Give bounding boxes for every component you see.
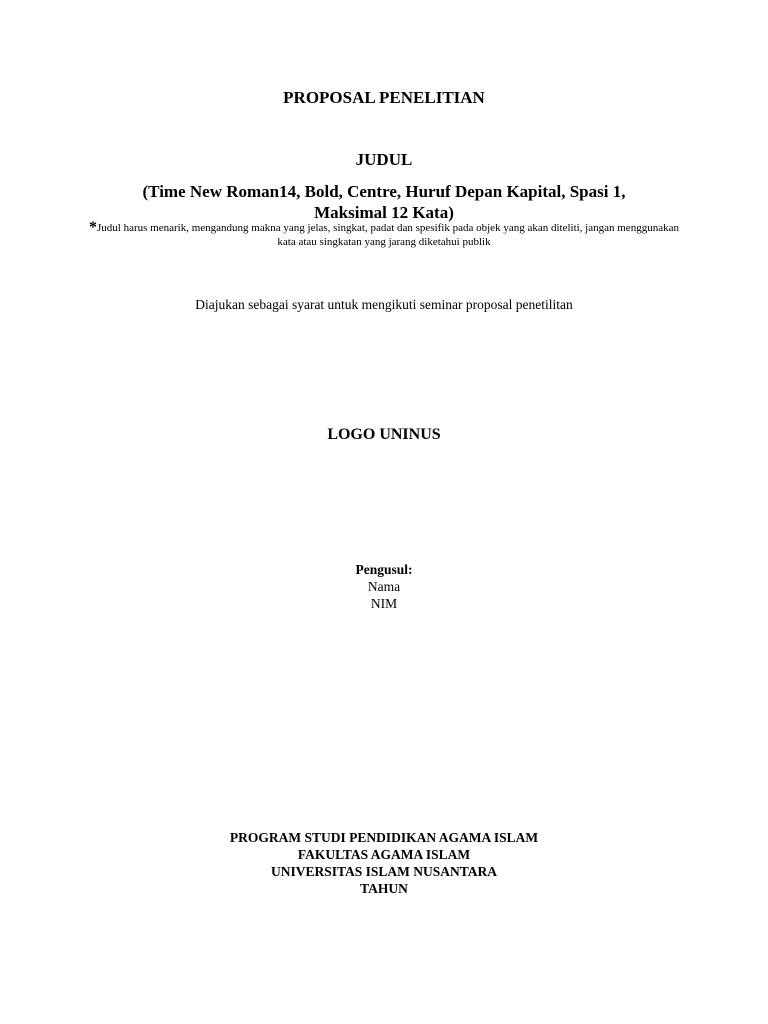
judul-note [84, 221, 684, 249]
faculty: FAKULTAS AGAMA ISLAM [297, 847, 471, 862]
submission-text: Diajukan sebagai syarat untuk mengikuti seminar proposal penetilitan [195, 297, 573, 312]
judul-format-spec: (Time New Roman14, Bold, Centre, Huruf Depan Kapital, Spasi 1, Maksimal 12 Kata) [142, 182, 626, 222]
year: TAHUN [360, 881, 408, 896]
proposer-name: Nama [367, 579, 401, 594]
study-program: PROGRAM STUDI PENDIDIKAN AGAMA ISLAM [229, 830, 539, 845]
note-asterisk: * [89, 219, 98, 236]
logo-placeholder: LOGO UNINUS [327, 426, 441, 443]
proposer-label: Pengusul: [355, 562, 413, 577]
proposer-nim: NIM [370, 596, 398, 611]
judul-heading: JUDUL [355, 150, 413, 169]
judul-note-text: Judul harus menarik, mengandung makna yang jelas, singkat, padat dan spesifik pada objek yang akan diteliti, jangan menggunakan kata atau singkatan yang jarang diketahui publik [97, 222, 679, 248]
institution-block [0, 829, 768, 897]
university: UNIVERSITAS ISLAM NUSANTARA [270, 864, 498, 879]
document-title: PROPOSAL PENELITIAN [283, 88, 485, 107]
